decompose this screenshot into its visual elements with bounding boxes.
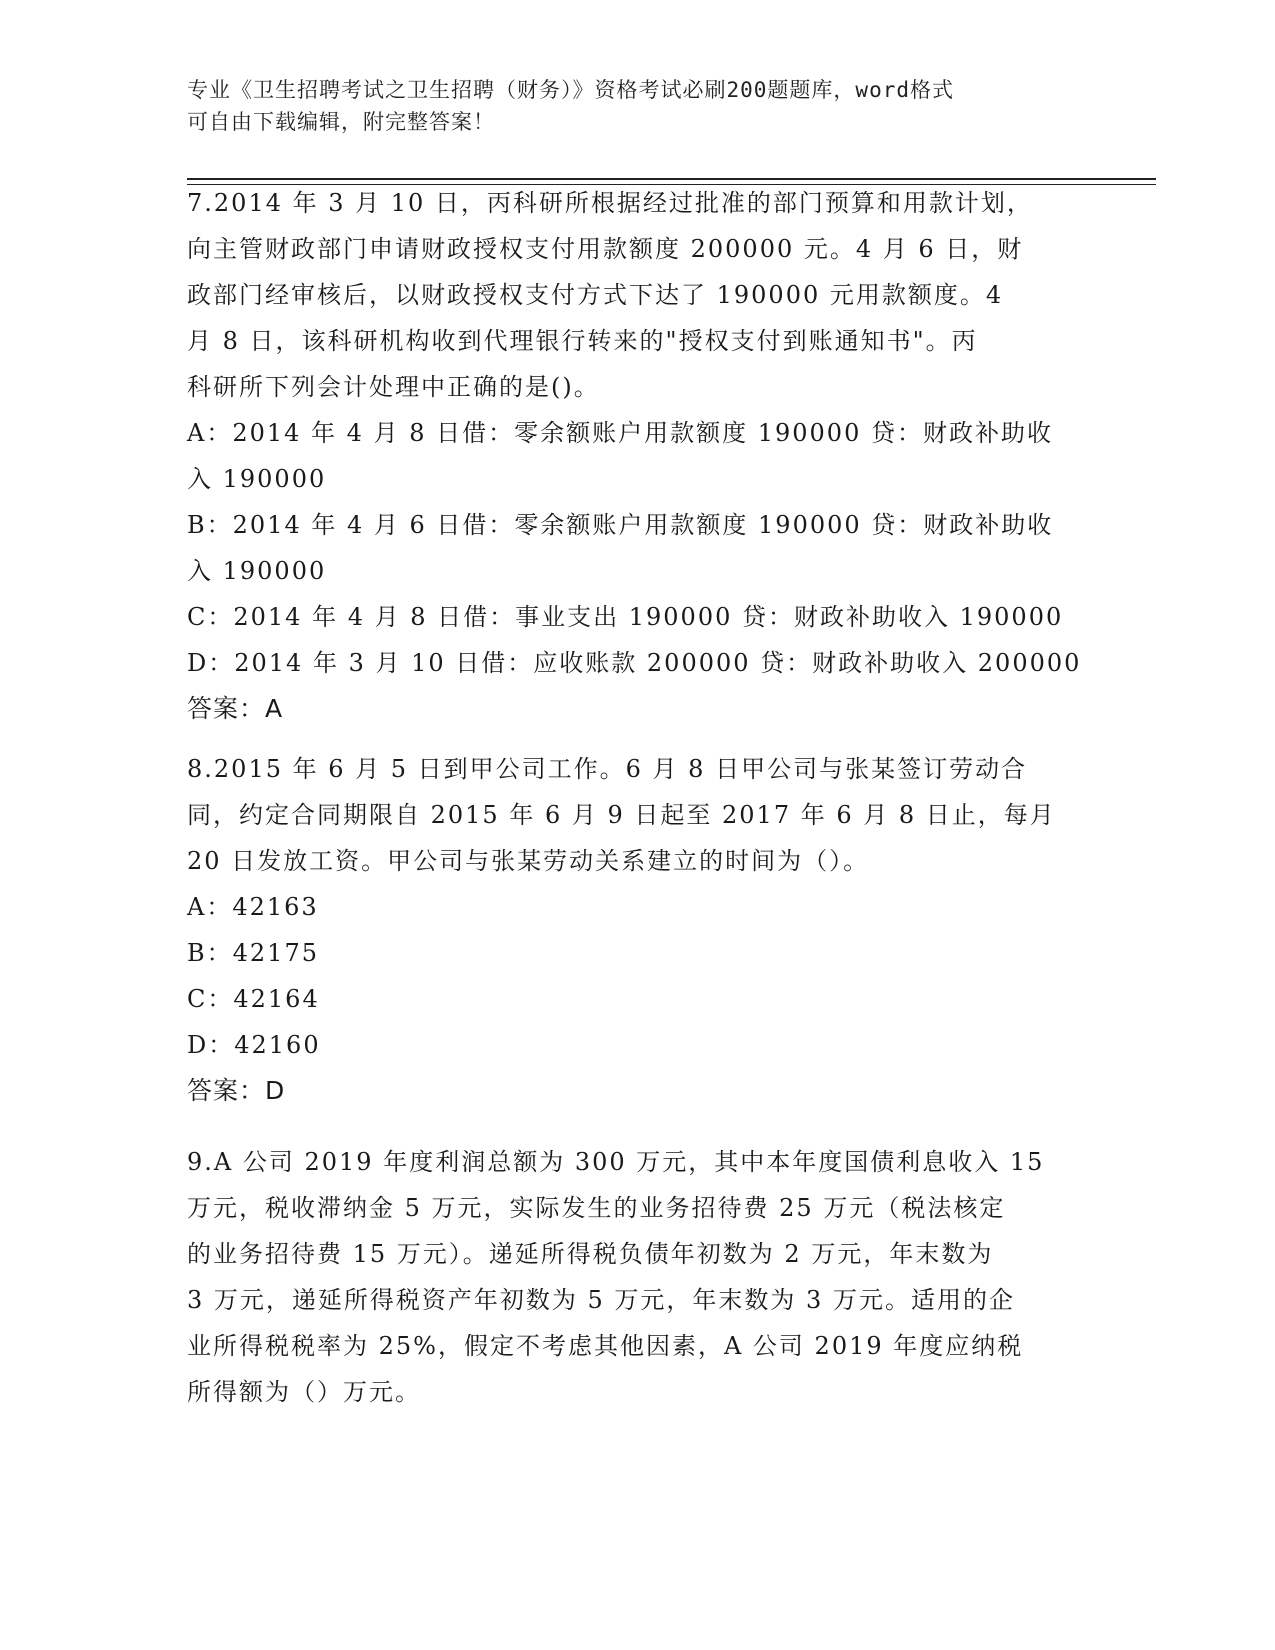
question-8-answer: 答案：D <box>187 1076 286 1105</box>
header-title-line-2: 可自由下载编辑，附完整答案！ <box>187 110 495 134</box>
question-9-stem-line-2: 万元，税收滞纳金 5 万元，实际发生的业务招待费 25 万元（税法核定 <box>187 1194 1006 1222</box>
question-9-stem-line-5: 业所得税税率为 25%，假定不考虑其他因素，A 公司 2019 年度应纳税 <box>187 1332 1024 1360</box>
question-7-stem-line-3: 政部门经审核后，以财政授权支付方式下达了 190000 元用款额度。4 <box>187 281 1004 309</box>
question-7-stem-line-4: 月 8 日，该科研机构收到代理银行转来的"授权支付到账通知书"。丙 <box>187 327 978 355</box>
question-7-option-a-line-2: 入 190000 <box>187 465 327 493</box>
question-9-stem-line-3: 的业务招待费 15 万元）。递延所得税负债年初数为 2 万元，年末数为 <box>187 1240 994 1268</box>
question-7-option-d: D：2014 年 3 月 10 日借：应收账款 200000 贷：财政补助收入 200000 <box>187 649 1082 677</box>
question-7-stem-line-1: 7.2014 年 3 月 10 日，丙科研所根据经过批准的部门预算和用款计划， <box>187 189 1033 217</box>
question-8-stem-line-2: 同，约定合同期限自 2015 年 6 月 9 日起至 2017 年 6 月 8 日止，每月 <box>187 801 1056 829</box>
question-7 <box>187 180 1087 732</box>
question-7-option-c: C：2014 年 4 月 8 日借：事业支出 190000 贷：财政补助收入 190000 <box>187 603 1064 631</box>
question-8-option-c: C：42164 <box>187 985 320 1013</box>
question-7-option-b-line-1: B：2014 年 4 月 6 日借：零余额账户用款额度 190000 贷：财政补助收 <box>187 511 1054 539</box>
header-title-line-1: 专业《卫生招聘考试之卫生招聘（财务）》资格考试必刷200题题库，word格式 <box>187 78 954 102</box>
question-7-answer: 答案：A <box>187 694 284 723</box>
question-8-stem-line-3: 20 日发放工资。甲公司与张某劳动关系建立的时间为（）。 <box>187 847 870 875</box>
question-7-stem-line-5: 科研所下列会计处理中正确的是()。 <box>187 373 600 401</box>
question-9 <box>187 1139 1087 1415</box>
document-header <box>187 74 1067 138</box>
question-9-stem-line-4: 3 万元，递延所得税资产年初数为 5 万元，年末数为 3 万元。适用的企 <box>187 1286 1015 1314</box>
question-8-option-b: B：42175 <box>187 939 319 967</box>
question-8-option-a: A：42163 <box>187 893 319 921</box>
question-8-stem-line-1: 8.2015 年 6 月 5 日到甲公司工作。6 月 8 日甲公司与张某签订劳动合 <box>187 755 1028 783</box>
question-9-stem-line-1: 9.A 公司 2019 年度利润总额为 300 万元，其中本年度国债利息收入 15 <box>187 1148 1045 1176</box>
question-7-stem-line-2: 向主管财政部门申请财政授权支付用款额度 200000 元。4 月 6 日，财 <box>187 235 1024 263</box>
question-8 <box>187 746 1087 1114</box>
question-8-option-d: D：42160 <box>187 1031 321 1059</box>
question-7-option-b-line-2: 入 190000 <box>187 557 327 585</box>
question-7-option-a-line-1: A：2014 年 4 月 8 日借：零余额账户用款额度 190000 贷：财政补助收 <box>187 419 1053 447</box>
question-9-stem-line-6: 所得额为（）万元。 <box>187 1378 421 1406</box>
